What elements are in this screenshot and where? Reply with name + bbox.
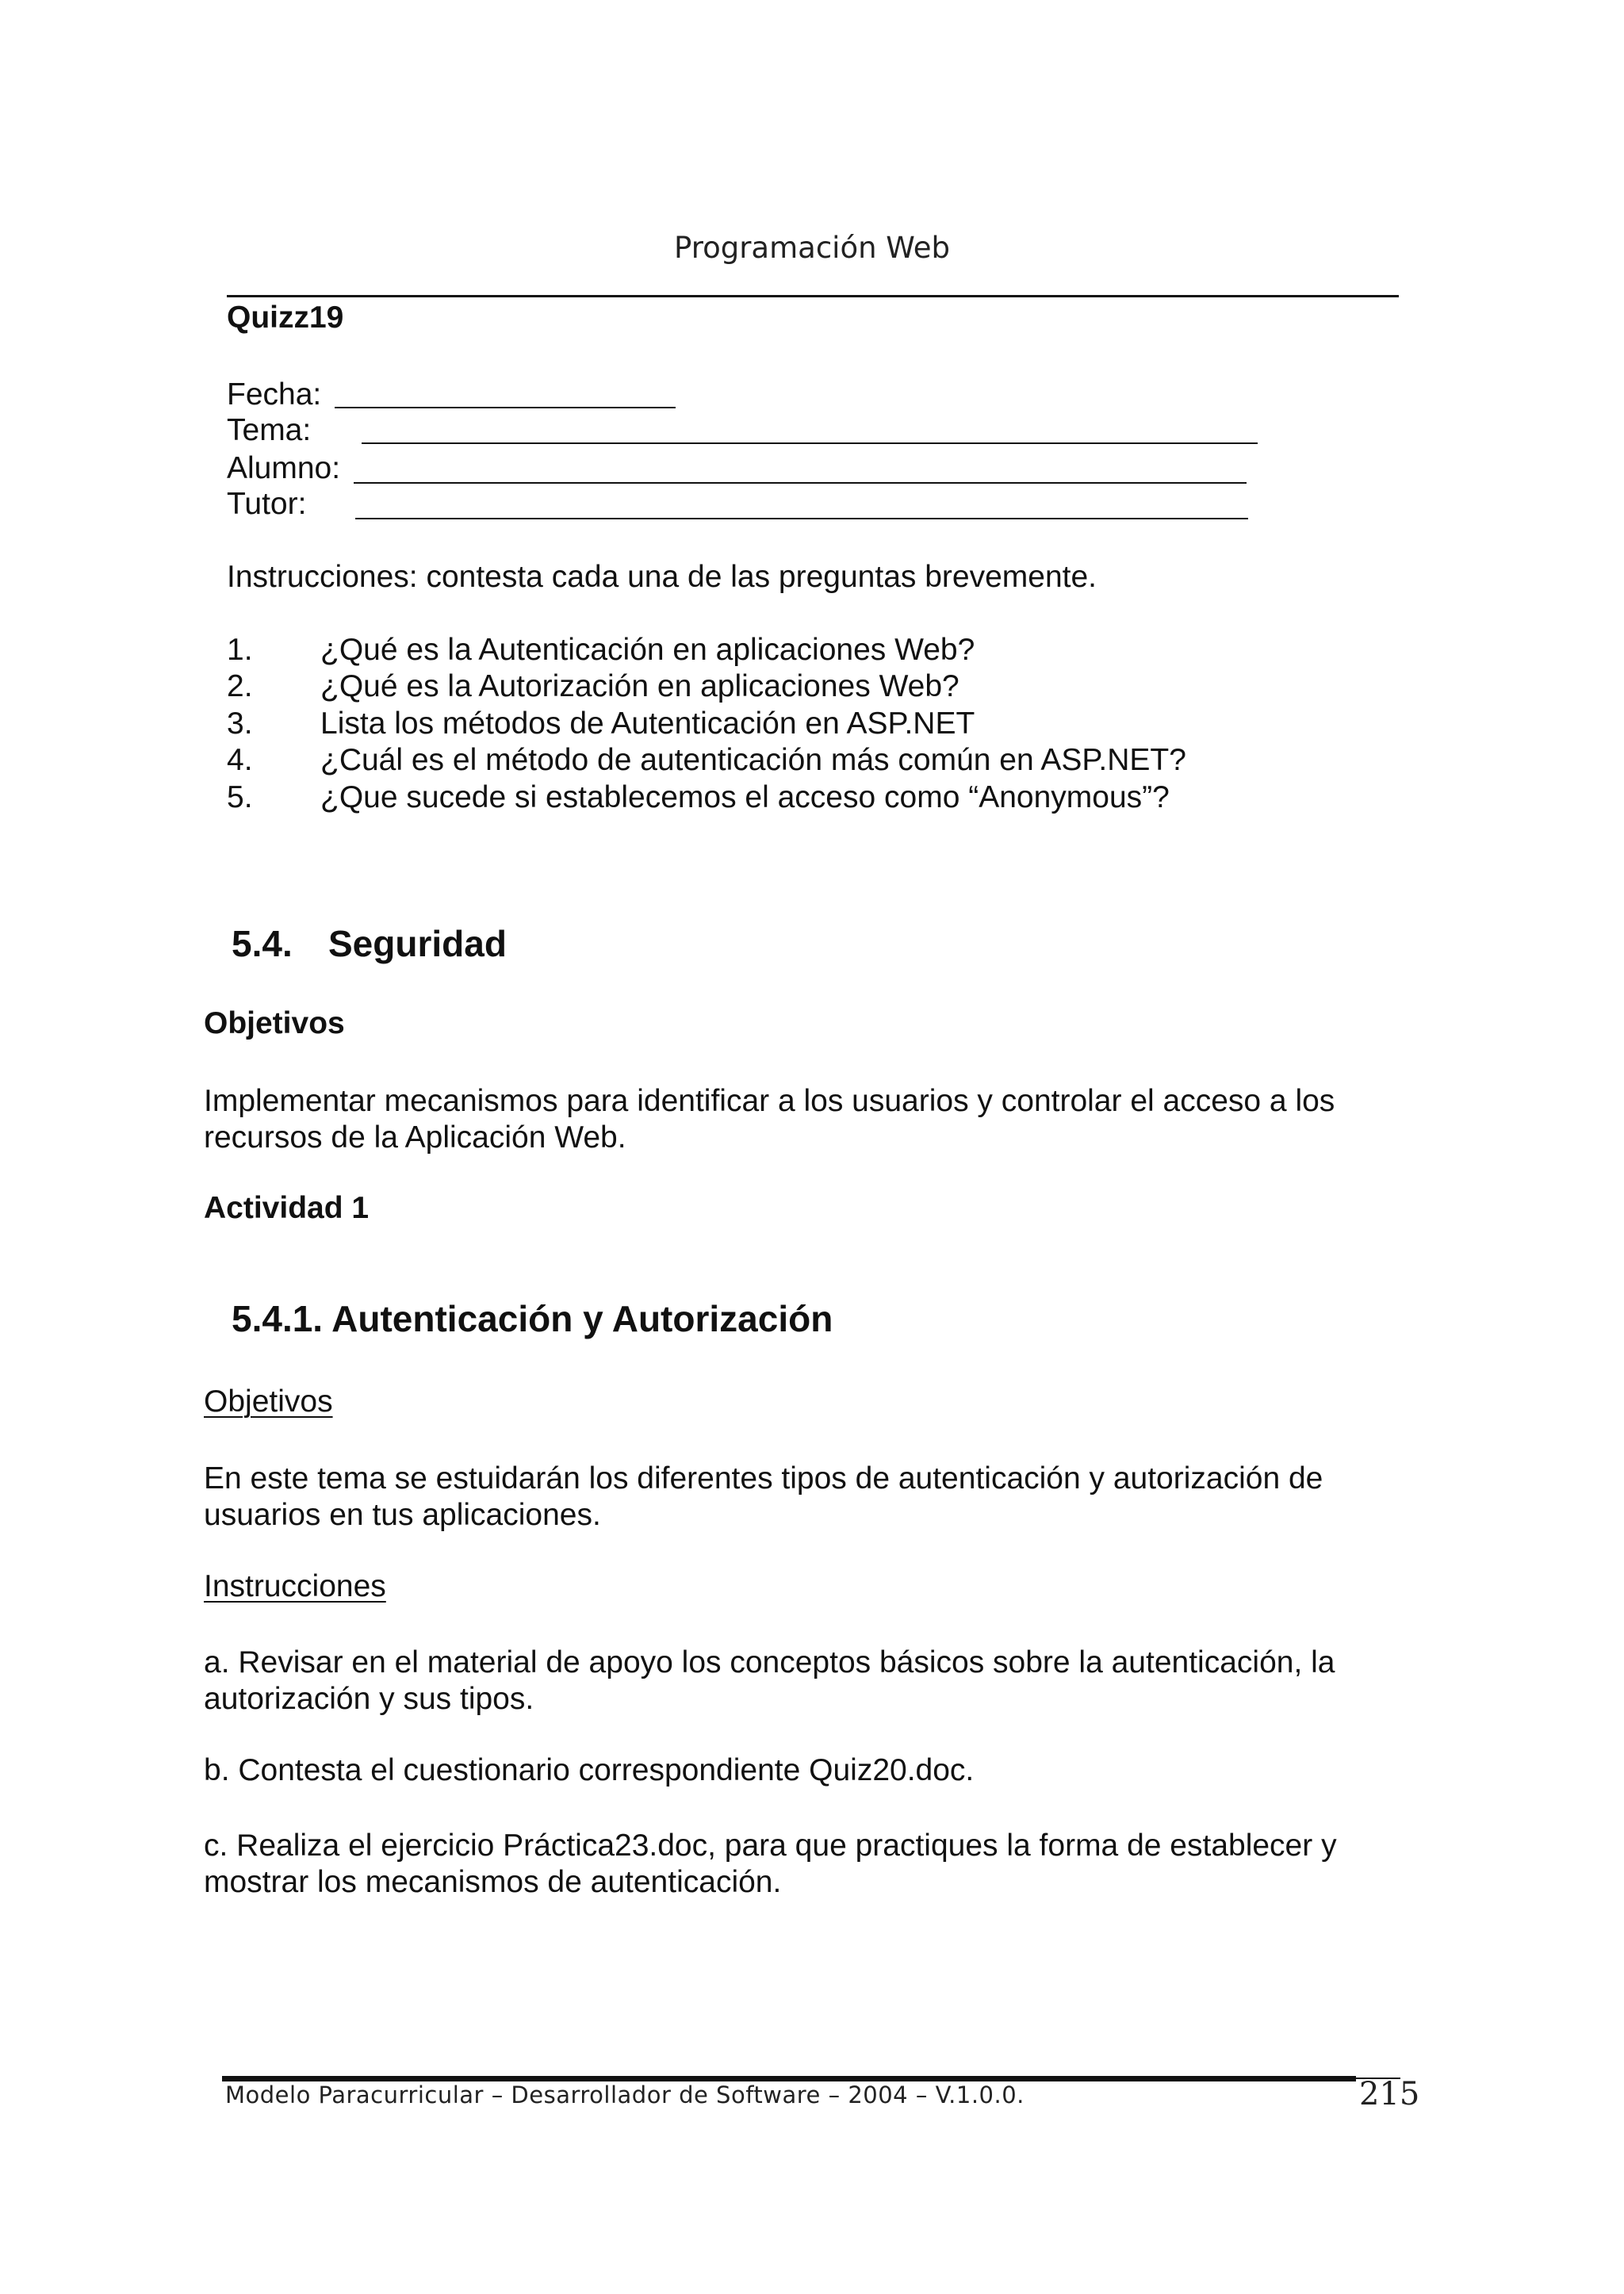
subsection-objectives-text: En este tema se estuidarán los diferentes tipos de autenticación y autorización de	[204, 1461, 1323, 1496]
quiz-title: Quizz19	[227, 301, 344, 335]
instruction-item-b: b. Contesta el cuestionario correspondiente Quiz20.doc.	[204, 1753, 975, 1787]
question-text: Lista los métodos de Autenticación en ASP.NET	[320, 707, 975, 741]
page-number: 215	[1359, 2076, 1420, 2112]
question-text: ¿Qué es la Autenticación en aplicaciones Web?	[320, 633, 975, 667]
section-objectives-heading: Objetivos	[204, 1006, 345, 1040]
section-objectives-text: recursos de la Aplicación Web.	[204, 1120, 626, 1155]
question-text: ¿Que sucede si establecemos el acceso como “Anonymous”?	[320, 780, 1170, 814]
instruction-item-c: mostrar los mecanismos de autenticación.	[204, 1865, 782, 1899]
field-line-tema	[362, 442, 1258, 444]
footer-divider	[222, 2076, 1356, 2081]
question-text: ¿Qué es la Autorización en aplicaciones Web?	[320, 669, 959, 703]
section-number: 5.4.	[232, 923, 293, 964]
subsection-objectives-heading: Objetivos	[204, 1384, 333, 1419]
question-text: ¿Cuál es el método de autenticación más común en ASP.NET?	[320, 743, 1186, 777]
field-line-alumno	[354, 482, 1247, 484]
section-objectives-text: Implementar mecanismos para identificar a los usuarios y controlar el acceso a los	[204, 1084, 1335, 1118]
activity-heading: Actividad 1	[204, 1191, 370, 1225]
field-line-fecha	[335, 407, 676, 408]
page-header-title: Programación Web	[674, 231, 950, 265]
header-divider	[227, 295, 1399, 297]
subsection-instructions-heading: Instrucciones	[204, 1569, 386, 1603]
subsection-objectives-text: usuarios en tus aplicaciones.	[204, 1498, 601, 1532]
field-label-tema: Tema:	[227, 413, 312, 447]
footer-text: Modelo Paracurricular – Desarrollador de Software – 2004 – V.1.0.0.	[225, 2081, 1025, 2108]
field-label-alumno: Alumno:	[227, 451, 341, 485]
question-number: 4.	[227, 743, 253, 777]
question-number: 2.	[227, 669, 253, 703]
field-label-fecha: Fecha:	[227, 377, 322, 412]
question-number: 5.	[227, 780, 253, 814]
field-label-tutor: Tutor:	[227, 487, 307, 521]
instruction-item-a: a. Revisar en el material de apoyo los conceptos básicos sobre la autenticación, la	[204, 1645, 1335, 1679]
subsection-heading: 5.4.1. Autenticación y Autorización	[232, 1298, 833, 1339]
section-title: Seguridad	[328, 923, 507, 964]
field-line-tutor	[355, 518, 1248, 519]
instruction-item-c: c. Realiza el ejercicio Práctica23.doc, para que practiques la forma de establecer y	[204, 1829, 1337, 1863]
question-number: 1.	[227, 633, 253, 667]
quiz-instructions: Instrucciones: contesta cada una de las preguntas brevemente.	[227, 560, 1097, 594]
question-number: 3.	[227, 707, 253, 741]
instruction-item-a: autorización y sus tipos.	[204, 1682, 534, 1716]
